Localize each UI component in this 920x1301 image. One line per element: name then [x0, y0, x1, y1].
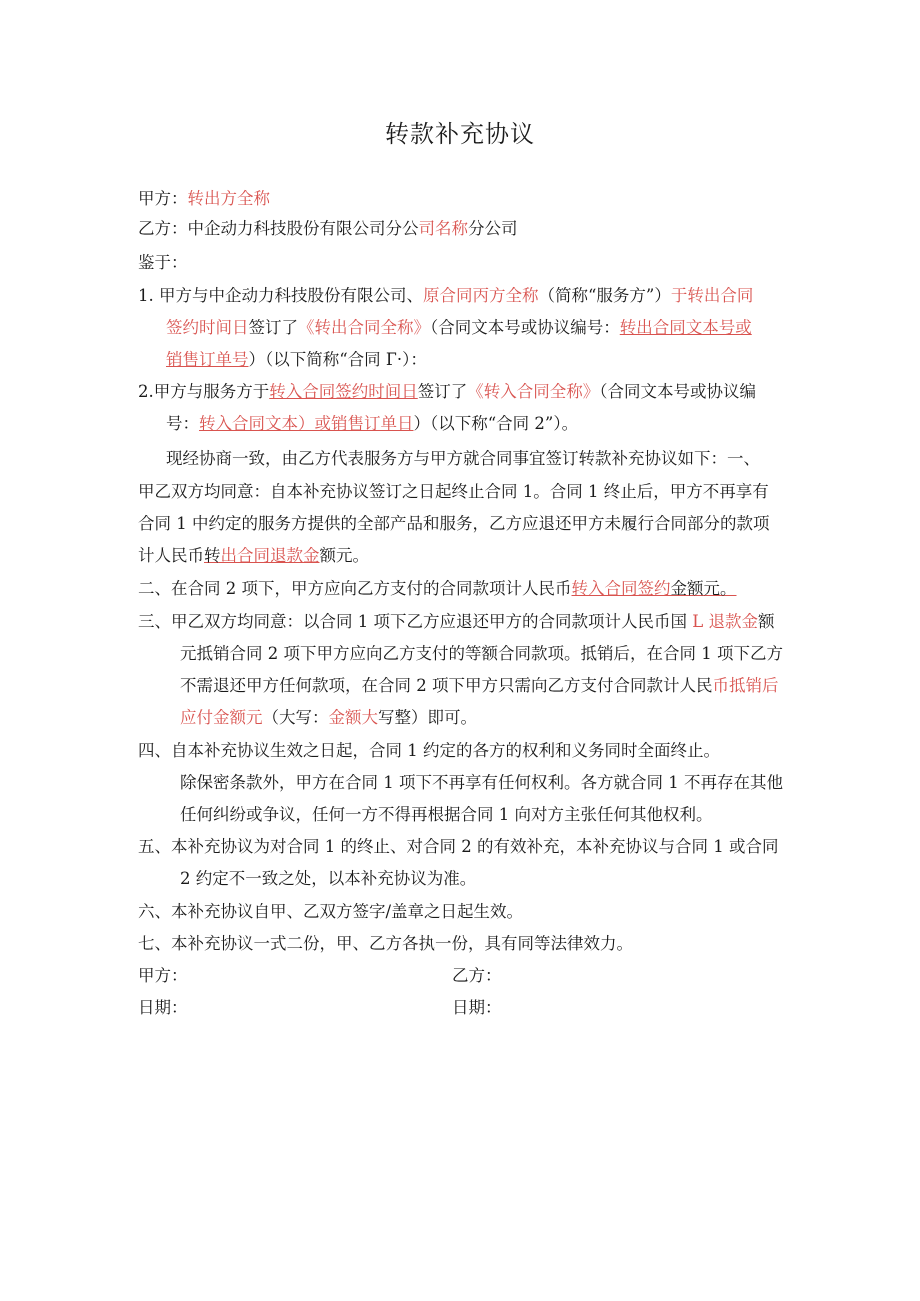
- party-b-name-tail: 分公司: [468, 219, 518, 238]
- item2-contract-no: 转入合同文本）或销售订单日: [199, 414, 414, 433]
- clause3-line3: [180, 675, 779, 697]
- item2-contract-no-label: （合同文本号或协议编: [599, 382, 756, 401]
- clause3-line4: [180, 707, 477, 729]
- clause3-e: 额: [757, 612, 775, 631]
- item2-no-label: 号：: [166, 414, 199, 433]
- clause3-capital-label: （大写：: [262, 708, 329, 727]
- clause4-line3: 任何纠纷或争议，任何一方不得再根据合同 1 向对方主张任何其他权利。: [180, 805, 713, 824]
- clause2-sign-amount: 转入合同签约: [571, 579, 671, 598]
- clause3-line2: 元抵销合同 2 项下甲方应向乙方支付的等额合同款项。抵销后，在合同 1 项下乙方: [180, 644, 783, 663]
- item1-line1: [138, 285, 753, 307]
- item2-line2: [166, 413, 578, 435]
- clause5-line1: 五、本补充协议为对合同 1 的终止、对合同 2 的有效补充，本补充协议与合同 1 或合同: [138, 837, 779, 856]
- item2-contract-name: 《转入合同全称》: [467, 382, 600, 401]
- clause7-line: 七、本补充协议一式二份，甲、乙方各执一份，具有同等法律效力。: [138, 934, 633, 953]
- clause5-line2: 2 约定不一致之处，以本补充协议为准。: [180, 869, 477, 888]
- signature-date-b: 日期：: [452, 998, 502, 1017]
- clause3-refund-amount: L 退款金: [687, 612, 758, 631]
- agreement-intro: 现经协商一致，由乙方代表服务方与甲方就合同事宜签订转款补充协议如下：一、: [166, 449, 760, 468]
- clause1-line2: 合同 1 中约定的服务方提供的全部产品和服务，乙方应退还甲方未履行合同部分的款项: [138, 514, 770, 533]
- item1-contract-no-label: （合同文本号或协议编号：: [430, 318, 620, 337]
- signature-party-a: 甲方：: [138, 966, 188, 985]
- clause1-transfer: 转: [204, 546, 221, 565]
- clause2-text: 二、在合同 2 项下，甲方应向乙方支付的合同款项计人民币: [138, 579, 572, 598]
- item2-text: 2.甲方与服务方于: [138, 382, 270, 401]
- clause1-rmb: 计人民币: [138, 546, 204, 565]
- item1-contract-name: 《转出合同全称》: [298, 318, 430, 337]
- clause3-line1: [138, 611, 774, 633]
- item1-contract-no: 转出合同文本号或: [619, 318, 752, 337]
- clause4-line2: 除保密条款外，甲方在合同 1 项下不再享有任何权利。各方就合同 1 不再存在其他: [180, 773, 783, 792]
- signature-date-a: 日期：: [138, 998, 188, 1017]
- clause1-refund-amount: 出合同退款金: [220, 546, 320, 565]
- clause3-offset: 币抵销后: [712, 676, 779, 695]
- item2-line1: [138, 381, 756, 403]
- item1-transfer-out-date: 于转出合同: [670, 286, 754, 305]
- item1-line2: [166, 317, 752, 339]
- item1-text: 1. 甲方与中企动力科技股份有限公司、: [138, 286, 423, 305]
- item1-original-party-c: 原合同丙方全称: [423, 286, 539, 305]
- clause1-line1: 甲乙双方均同意：自本补充协议签订之日起终止合同 1。合同 1 终止后，甲方不再享有: [138, 482, 769, 501]
- item2-sign-date: 转入合同签约时间日: [269, 382, 418, 401]
- item1-abbrev: （简称“服务方”）: [538, 286, 671, 305]
- clause6-line: 六、本补充协议自甲、乙双方签字/盖章之日起生效。: [138, 902, 524, 921]
- clause3-payable: 应付金额元: [180, 708, 263, 727]
- item1-sign-date: 签约时间日: [166, 318, 249, 337]
- item1-sales-order: 销售订单号: [166, 350, 249, 369]
- party-a-name: 转出方全称: [187, 189, 270, 208]
- item2-abbrev-contract2: ）（以下称“合同 2”）。: [413, 414, 579, 433]
- clause2-yuan: 金额元。: [670, 579, 737, 598]
- party-b-label: 乙方：: [138, 219, 188, 238]
- party-b-line: [138, 218, 518, 240]
- party-a-label: 甲方：: [138, 189, 188, 208]
- party-a-line: [138, 188, 270, 210]
- clause3-end: 写整）即可。: [378, 708, 477, 727]
- signature-party-b: 乙方：: [452, 966, 502, 985]
- item1-abbrev-contract1: ）（以下简称“合同 Г·）：: [248, 350, 427, 369]
- clause3-text3: 不需退还甲方任何款项，在合同 2 项下甲方只需向乙方支付合同款计人民: [180, 676, 713, 695]
- document-title: 转款补充协议: [385, 120, 535, 148]
- clause1-yuan: 额元。: [319, 546, 369, 565]
- item1-line3: [166, 349, 427, 371]
- item1-signed: 签订了: [248, 318, 298, 337]
- clause1-line3: [138, 545, 369, 567]
- party-b-name: 中企动力科技股份有限公司分公: [187, 219, 419, 238]
- clause3-text: 三、甲乙双方均同意：以合同 1 项下乙方应退还甲方的合同款项计人民币国: [138, 612, 687, 631]
- item2-signed: 签订了: [417, 382, 468, 401]
- party-b-name-placeholder: 司名称: [418, 219, 468, 238]
- clause2-line: [138, 578, 737, 600]
- clause4-line1: 四、自本补充协议生效之日起，合同 1 约定的各方的权利和义务同时全面终止。: [138, 741, 720, 760]
- clause3-capital-amount: 金额大: [328, 708, 378, 727]
- whereas-label: 鉴于：: [138, 253, 188, 272]
